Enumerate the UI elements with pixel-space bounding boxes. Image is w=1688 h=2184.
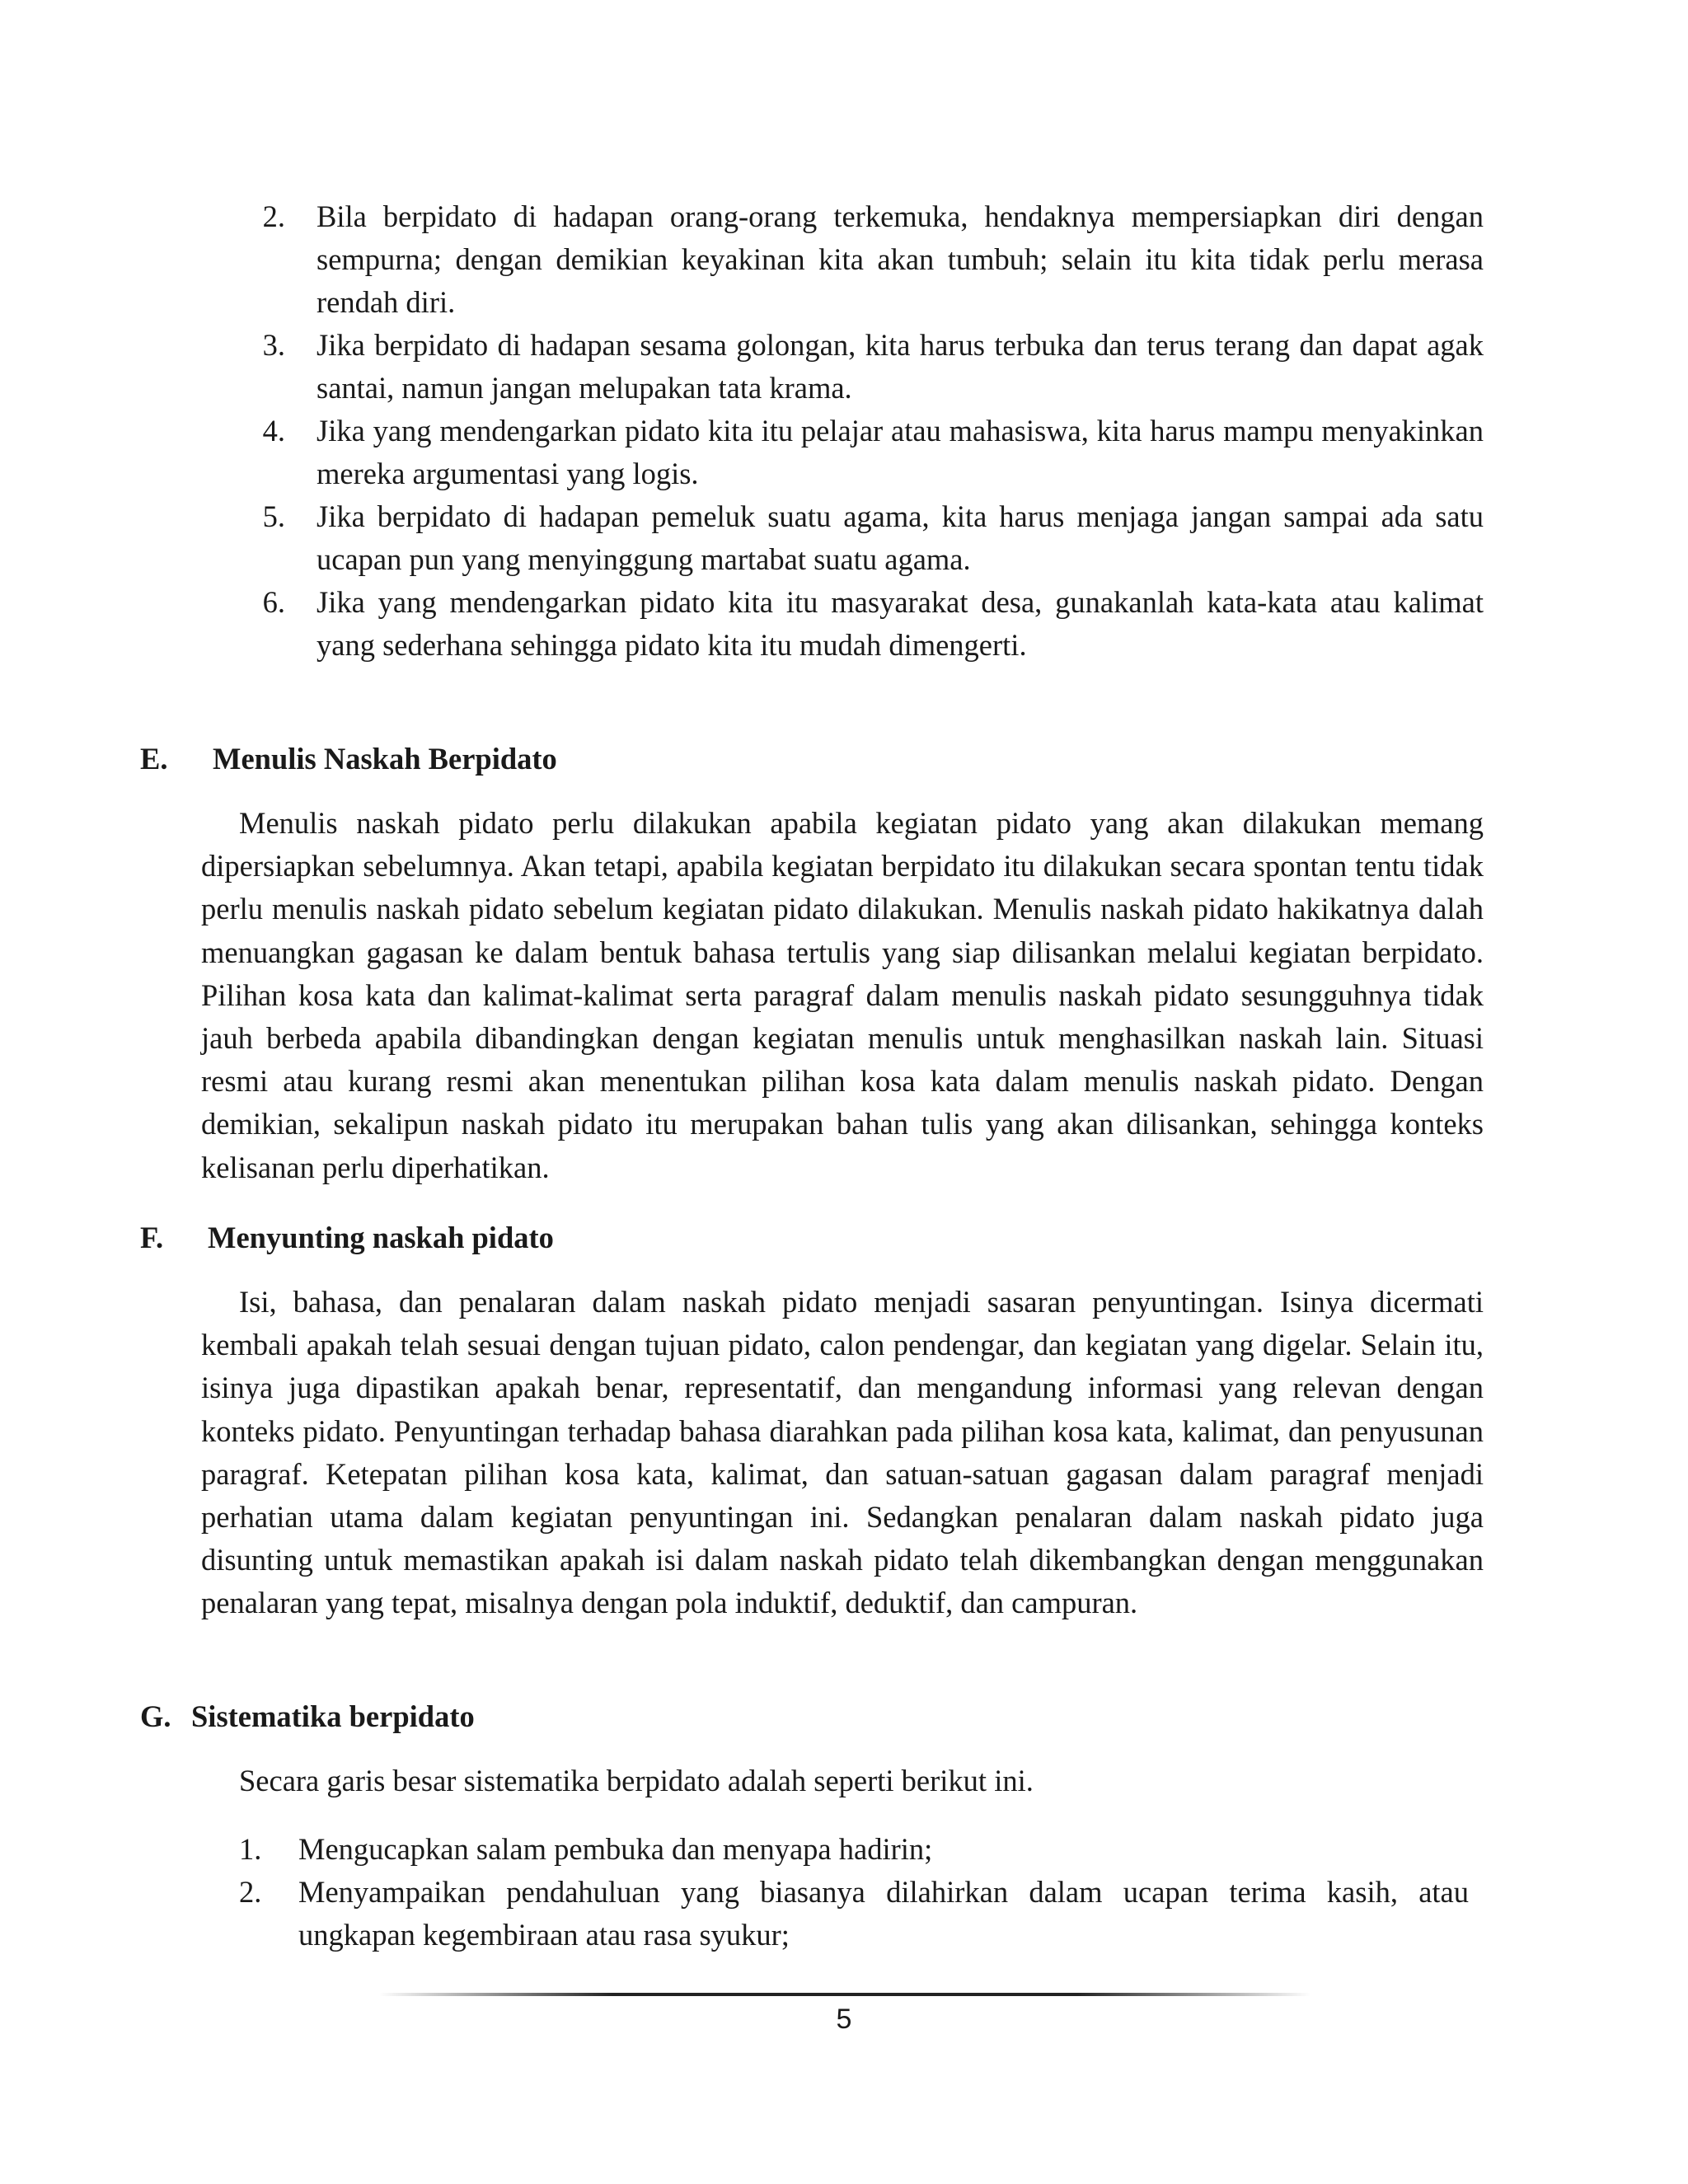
list-item bbox=[262, 495, 1484, 581]
list-item-text: Mengucapkan salam pembuka dan menyapa hadirin; bbox=[298, 1832, 933, 1866]
section-g-heading bbox=[140, 1695, 475, 1738]
section-e-heading bbox=[140, 738, 557, 780]
section-title: Menulis Naskah Berpidato bbox=[213, 742, 557, 776]
list-item-text: Menyampaikan pendahuluan yang biasanya dilahirkan dalam ucapan terima kasih, atau ungkapan kegembiraan atau rasa syukur; bbox=[298, 1875, 1469, 1952]
list-item-number: 4. bbox=[262, 414, 285, 448]
list-item-text: Bila berpidato di hadapan orang-orang terkemuka, hendaknya mempersiapkan diri dengan sempurna; dengan demikian keyakinan kita akan tumbuh; selain itu kita tidak perlu merasa rendah diri. bbox=[316, 199, 1484, 319]
list-item bbox=[262, 581, 1484, 667]
list-item-text: Jika berpidato di hadapan pemeluk suatu agama, kita harus menjaga jangan sampai ada satu ucapan pun yang menyinggung martabat suatu agama. bbox=[316, 499, 1484, 576]
list-item-number: 5. bbox=[262, 499, 285, 533]
list-item-number: 6. bbox=[262, 585, 285, 619]
section-f-paragraph: Isi, bahasa, dan penalaran dalam naskah pidato menjadi sasaran penyuntingan. Isinya dicermati kembali apakah telah sesuai dengan tujuan pidato, calon pendengar, dan kegiatan yang digelar. Selain itu, isinya juga dipastikan apakah benar, representatif, dan mengandung informasi yang relevan dengan konteks pidato. Penyuntingan terhadap bahasa diarahkan pada pilihan kosa kata, kalimat, dan penyusunan paragraf. Ketepatan pilihan kosa kata, kalimat, dan satuan-satuan gagasan dalam paragraf menjadi perhatian utama dalam kegiatan penyuntingan ini. Sedangkan penalaran dalam naskah pidato juga disunting untuk memastikan apakah isi dalam naskah pidato telah dikembangkan dengan menggunakan penalaran yang tepat, misalnya dengan pola induktif, deduktif, dan campuran. bbox=[201, 1285, 1484, 1620]
section-title: Menyunting naskah pidato bbox=[208, 1221, 554, 1254]
section-letter: F. bbox=[140, 1221, 164, 1254]
pidato-tips-list bbox=[0, 195, 1688, 667]
section-title: Sistematika berpidato bbox=[191, 1699, 475, 1733]
list-item-text: Jika yang mendengarkan pidato kita itu masyarakat desa, gunakanlah kata-kata atau kalimat yang sederhana sehingga pidato kita itu mudah dimengerti. bbox=[316, 585, 1484, 662]
list-item bbox=[239, 1871, 1469, 1957]
list-item-text: Jika berpidato di hadapan sesama golongan, kita harus terbuka dan terus terang dan dapat agak santai, namun jangan melupakan tata krama. bbox=[316, 328, 1484, 405]
sistematika-list bbox=[0, 1828, 1688, 1957]
section-letter: E. bbox=[140, 742, 168, 776]
list-item-number: 3. bbox=[262, 328, 285, 362]
list-item bbox=[262, 324, 1484, 410]
list-item-text: Jika yang mendengarkan pidato kita itu pelajar atau mahasiswa, kita harus mampu menyakinkan mereka argumentasi yang logis. bbox=[316, 414, 1484, 490]
section-letter: G. bbox=[140, 1699, 171, 1733]
page-number: 5 bbox=[836, 2004, 852, 2035]
list-item bbox=[239, 1828, 1469, 1871]
list-item-number: 2. bbox=[262, 199, 285, 233]
list-item bbox=[262, 410, 1484, 495]
footer-divider bbox=[379, 1993, 1311, 1996]
section-g-intro: Secara garis besar sistematika berpidato adalah seperti berikut ini. bbox=[239, 1764, 1034, 1797]
section-e-paragraph: Menulis naskah pidato perlu dilakukan apabila kegiatan pidato yang akan dilakukan memang dipersiapkan sebelumnya. Akan tetapi, apabila kegiatan berpidato itu dilakukan secara spontan tentu tidak perlu menulis naskah pidato sebelum kegiatan pidato dilakukan. Menulis naskah pidato hakikatnya dalah menuangkan gagasan ke dalam bentuk bahasa tertulis yang siap dilisankan melalui kegiatan berpidato. Pilihan kosa kata dan kalimat-kalimat serta paragraf dalam menulis naskah pidato sesungguhnya tidak jauh berbeda apabila dibandingkan dengan kegiatan menulis untuk menghasilkan naskah lain. Situasi resmi atau kurang resmi akan menentukan pilihan kosa kata dalam menulis naskah pidato. Dengan demikian, sekalipun naskah pidato itu merupakan bahan tulis yang akan dilisankan, sehingga konteks kelisanan perlu diperhatikan. bbox=[201, 806, 1484, 1184]
list-item-number: 1. bbox=[239, 1832, 262, 1866]
list-item bbox=[262, 195, 1484, 324]
list-item-number: 2. bbox=[239, 1875, 262, 1909]
section-f-heading bbox=[140, 1216, 554, 1259]
